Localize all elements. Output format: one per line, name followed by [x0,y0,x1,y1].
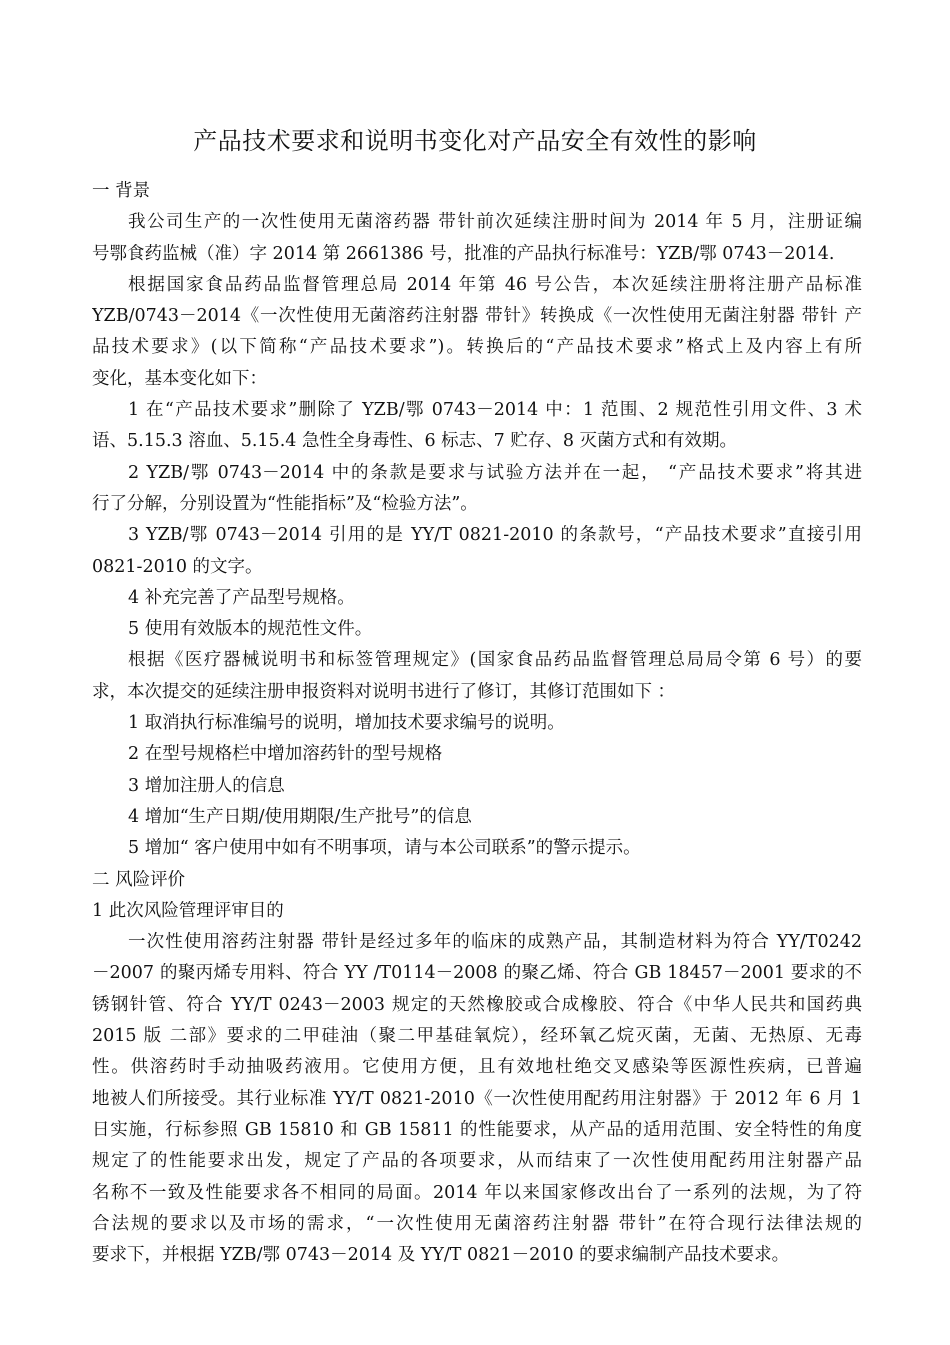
text-line: 2 YZB/鄂 0743－2014 中的条款是要求与试验方法并在一起， “产品技术要求”将其进 [128,462,862,483]
text-line: 4 增加“生产日期/使用期限/生产批号”的信息 [128,806,472,827]
document-title: 产品技术要求和说明书变化对产品安全有效性的影响 [193,127,757,155]
text-line: 我公司生产的一次性使用无菌溶药器 带针前次延续注册时间为 2014 年 5 月，注册证编 [128,212,862,233]
text-line: 地被人们所接受。其行业标准 YY/T 0821-2010《一次性使用配药用注射器》于 2012 年 6 月 1 [92,1088,862,1109]
text-line: 求，本次提交的延续注册申报资料对说明书进行了修订，其修订范围如下 ： [92,681,676,702]
text-line: 一 背景 [92,181,151,201]
text-line: 5 增加“ 客户使用中如有不明事项，请与本公司联系”的警示提示。 [128,838,641,859]
text-line: 一次性使用溶药注射器 带针是经过多年的临床的成熟产品，其制造材料为符合 YY/T0242 [128,932,862,953]
text-line: 2015 版 二部》要求的二甲硅油（聚二甲基硅氧烷），经环氧乙烷灭菌，无菌、无热原、无毒 [92,1026,862,1047]
text-line: 号鄂食药监械（准）字 2014 第 2661386 号，批准的产品执行标准号：YZB/鄂 0743－2014. [92,243,835,264]
text-line: 根据《医疗器械说明书和标签管理规定》(国家食品药品监督管理总局局令第 6 号）的要 [128,650,862,671]
text-line: YZB/0743－2014《一次性使用无菌溶药注射器 带针》转换成《一次性使用无菌注射器 带针 产 [92,306,862,327]
text-line: 品技术要求》(以下简称“产品技术要求”)。转换后的“产品技术要求”格式上及内容上有所 [92,337,862,358]
text-line: 0821-2010 的文字。 [92,556,263,577]
text-line: 4 补充完善了产品型号规格。 [128,587,355,608]
text-line: 3 YZB/鄂 0743－2014 引用的是 YY/T 0821-2010 的条款号，“产品技术要求”直接引用 [128,525,862,546]
text-line: 1 此次风险管理评审目的 [92,900,284,921]
text-line: 规定了的性能要求出发，规定了产品的各项要求，从而结束了一次性使用配药用注射器产品 [92,1151,862,1172]
text-line: 变化，基本变化如下： [92,368,267,389]
text-line: 语、5.15.3 溶血、5.15.4 急性全身毒性、6 标志、7 贮存、8 灭菌方式和有效期。 [92,431,738,452]
text-line: 根据国家食品药品监督管理总局 2014 年第 46 号公告，本次延续注册将注册产品标准 [128,274,862,295]
text-line: 1 取消执行标准编号的说明，增加技术要求编号的说明。 [128,713,565,734]
text-line: 合法规的要求以及市场的需求，“一次性使用无菌溶药注射器 带针”在符合现行法律法规的 [92,1213,862,1234]
text-line: 名称不一致及性能要求各不相同的局面。2014 年以来国家修改出台了一系列的法规，为了符 [92,1182,862,1203]
document-body [92,176,862,1271]
text-line: 二 风险评价 [92,869,186,890]
text-line: 要求下，并根据 YZB/鄂 0743－2014 及 YY/T 0821－2010 的要求编制产品技术要求。 [92,1245,790,1266]
text-line: 3 增加注册人的信息 [128,775,285,796]
text-line: 5 使用有效版本的规范性文件。 [128,619,373,640]
text-line: 行了分解，分别设置为“性能指标”及“检验方法”。 [92,493,478,514]
text-line: －2007 的聚丙烯专用料、符合 YY /T0114－2008 的聚乙烯、符合 GB 18457－2001 要求的不 [92,963,862,984]
text-line: 性。供溶药时手动抽吸药液用。它使用方便，且有效地杜绝交叉感染等医源性疾病，已普遍 [92,1057,862,1078]
text-line: 锈钢针管、符合 YY/T 0243－2003 规定的天然橡胶或合成橡胶、符合《中华人民共和国药典 [92,994,862,1015]
text-line: 日实施，行标参照 GB 15810 和 GB 15811 的性能要求，从产品的适用范围、安全特性的角度 [92,1119,862,1140]
text-line: 2 在型号规格栏中增加溶药针的型号规格 [128,744,443,765]
text-line: 1 在“产品技术要求”删除了 YZB/鄂 0743－2014 中：1 范围、2 规范性引用文件、3 术 [128,400,862,421]
